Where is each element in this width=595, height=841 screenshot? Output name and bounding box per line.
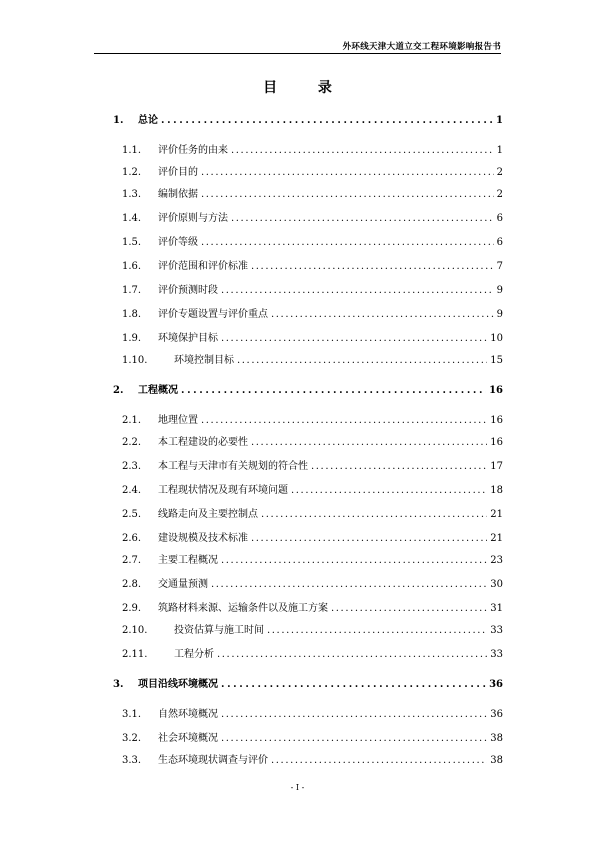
toc-entry-label: 评价范围和评价标准: [158, 261, 248, 272]
toc-leader-dots: [221, 554, 487, 568]
toc-leader-dots: [331, 602, 487, 616]
toc-entry-page: 7: [496, 261, 503, 272]
toc-section-entry[interactable]: [122, 236, 503, 250]
toc-entry-page: 30: [490, 579, 503, 590]
toc-leader-dots: [291, 484, 487, 498]
toc-entry-page: 16: [490, 437, 503, 448]
toc-section-entry[interactable]: [122, 354, 503, 368]
toc-section-entry[interactable]: [122, 578, 503, 592]
toc-entry-page: 1: [496, 115, 503, 126]
toc-entry-label: 本工程建设的必要性: [158, 437, 248, 448]
toc-entry-number: 2.8.: [122, 579, 142, 590]
toc-section-entry[interactable]: [122, 708, 503, 722]
toc-entry-number: 1.4.: [122, 213, 142, 224]
toc-entry-page: 33: [490, 625, 503, 636]
toc-entry-number: 2.7.: [122, 555, 142, 566]
toc-section-entry[interactable]: [122, 188, 503, 202]
toc-entry-page: 36: [490, 709, 503, 720]
toc-entry-label: 评价等级: [158, 237, 198, 248]
toc-section-entry[interactable]: [122, 554, 503, 568]
toc-entry-page: 16: [489, 385, 503, 396]
toc-entry-label: 工程现状情况及现有环境问题: [158, 485, 288, 496]
toc-heading: 目 录: [263, 80, 350, 96]
toc-entry-label: 评价任务的由来: [158, 145, 228, 156]
toc-entry-number: 2.6.: [122, 533, 142, 544]
toc-section-entry[interactable]: [122, 414, 503, 428]
toc-section-entry[interactable]: [122, 332, 503, 346]
toc-entry-label: 编制依据: [158, 189, 198, 200]
toc-entry-label: 投资估算与施工时间: [174, 625, 264, 636]
toc-leader-dots: [217, 648, 487, 662]
toc-entry-number: 1.2.: [122, 167, 142, 178]
toc-section-entry[interactable]: [122, 212, 503, 226]
toc-section-entry[interactable]: [122, 260, 503, 274]
toc-leader-dots: [221, 284, 494, 298]
toc-entry-label: 主要工程概况: [158, 555, 218, 566]
toc-leader-dots: [221, 678, 486, 692]
toc-leader-dots: [211, 578, 487, 592]
toc-section-entry[interactable]: [122, 460, 503, 474]
toc-entry-page: 21: [490, 533, 503, 544]
toc-entry-page: 38: [490, 733, 503, 744]
toc-section-entry[interactable]: [122, 508, 503, 522]
toc-leader-dots: [267, 624, 487, 638]
toc-leader-dots: [221, 708, 487, 722]
toc-entry-page: 23: [490, 555, 503, 566]
toc-entry-label: 交通量预测: [158, 579, 208, 590]
toc-entry-label: 本工程与天津市有关规划的符合性: [158, 461, 308, 472]
toc-section-entry[interactable]: [122, 308, 503, 322]
toc-entry-label: 生态环境现状调查与评价: [158, 755, 268, 766]
toc-entry-label: 工程分析: [174, 649, 214, 660]
toc-entry-label: 工程概况: [138, 385, 178, 396]
toc-leader-dots: [311, 460, 487, 474]
toc-entry-label: 环境控制目标: [174, 355, 234, 366]
toc-entry-number: 3.1.: [122, 709, 142, 720]
toc-entry-page: 10: [490, 333, 503, 344]
toc-entry-number: 2.4.: [122, 485, 142, 496]
toc-entry-page: 9: [496, 309, 503, 320]
toc-entry-label: 评价原则与方法: [158, 213, 228, 224]
toc-section-entry[interactable]: [122, 436, 503, 450]
toc-entry-number: 2.10.: [122, 625, 148, 636]
toc-entry-number: 1.: [113, 115, 124, 126]
toc-section-entry[interactable]: [122, 624, 503, 638]
toc-chapter-entry[interactable]: [113, 678, 503, 692]
toc-section-entry[interactable]: [122, 284, 503, 298]
toc-entry-number: 2.9.: [122, 603, 142, 614]
toc-entry-label: 建设规模及技术标准: [158, 533, 248, 544]
toc-leader-dots: [251, 260, 494, 274]
toc-entry-number: 3.3.: [122, 755, 142, 766]
toc-entry-number: 1.1.: [122, 145, 142, 156]
toc-leader-dots: [161, 114, 493, 128]
toc-entry-number: 3.: [113, 679, 124, 690]
toc-leader-dots: [251, 532, 487, 546]
toc-entry-number: 3.2.: [122, 733, 142, 744]
toc-entry-number: 2.3.: [122, 461, 142, 472]
toc-section-entry[interactable]: [122, 732, 503, 746]
toc-entry-number: 1.6.: [122, 261, 142, 272]
toc-leader-dots: [221, 332, 487, 346]
toc-leader-dots: [271, 754, 487, 768]
toc-entry-label: 总论: [138, 115, 158, 126]
toc-entry-page: 6: [496, 213, 503, 224]
toc-entry-label: 评价目的: [158, 167, 198, 178]
toc-entry-label: 环境保护目标: [158, 333, 218, 344]
toc-entry-number: 1.8.: [122, 309, 142, 320]
header-divider: [94, 53, 501, 54]
toc-leader-dots: [201, 188, 494, 202]
toc-leader-dots: [231, 212, 494, 226]
toc-entry-number: 1.10.: [122, 355, 148, 366]
toc-entry-number: 2.2.: [122, 437, 142, 448]
toc-entry-label: 评价专题设置与评价重点: [158, 309, 268, 320]
toc-section-entry[interactable]: [122, 144, 503, 158]
toc-entry-number: 2.5.: [122, 509, 142, 520]
toc-entry-page: 16: [490, 415, 503, 426]
toc-section-entry[interactable]: [122, 648, 503, 662]
toc-section-entry[interactable]: [122, 602, 503, 616]
toc-entry-page: 9: [496, 285, 503, 296]
toc-entry-page: 36: [489, 679, 503, 690]
toc-leader-dots: [271, 308, 494, 322]
document-header-title: 外环线天津大道立交工程环境影响报告书: [342, 42, 501, 52]
toc-chapter-entry[interactable]: [113, 114, 503, 128]
toc-leader-dots: [181, 384, 486, 398]
toc-entry-page: 15: [490, 355, 503, 366]
toc-leader-dots: [261, 508, 487, 522]
page-number: - I -: [290, 783, 305, 792]
toc-section-entry[interactable]: [122, 532, 503, 546]
toc-entry-page: 2: [496, 189, 503, 200]
toc-entry-page: 6: [496, 237, 503, 248]
toc-entry-label: 自然环境概况: [158, 709, 218, 720]
toc-entry-label: 评价预测时段: [158, 285, 218, 296]
toc-leader-dots: [201, 236, 494, 250]
toc-entry-label: 社会环境概况: [158, 733, 218, 744]
toc-entry-label: 筑路材料来源、运输条件以及施工方案: [158, 603, 328, 614]
toc-section-entry[interactable]: [122, 166, 503, 180]
toc-leader-dots: [221, 732, 487, 746]
toc-entry-number: 2.1.: [122, 415, 142, 426]
toc-leader-dots: [251, 436, 487, 450]
toc-entry-number: 2.11.: [122, 649, 148, 660]
toc-chapter-entry[interactable]: [113, 384, 503, 398]
toc-entry-number: 1.5.: [122, 237, 142, 248]
toc-leader-dots: [237, 354, 487, 368]
toc-entry-page: 31: [490, 603, 503, 614]
toc-entry-number: 2.: [113, 385, 124, 396]
toc-section-entry[interactable]: [122, 484, 503, 498]
toc-entry-label: 线路走向及主要控制点: [158, 509, 258, 520]
toc-entry-page: 17: [490, 461, 503, 472]
toc-entry-number: 1.3.: [122, 189, 142, 200]
toc-entry-page: 33: [490, 649, 503, 660]
toc-leader-dots: [231, 144, 494, 158]
toc-entry-page: 38: [490, 755, 503, 766]
toc-entry-number: 1.7.: [122, 285, 142, 296]
toc-entry-page: 21: [490, 509, 503, 520]
toc-leader-dots: [201, 414, 487, 428]
toc-entry-label: 项目沿线环境概况: [138, 679, 218, 690]
toc-section-entry[interactable]: [122, 754, 503, 768]
toc-entry-page: 1: [496, 145, 503, 156]
toc-entry-label: 地理位置: [158, 415, 198, 426]
toc-entry-page: 2: [496, 167, 503, 178]
toc-leader-dots: [201, 166, 494, 180]
toc-entry-number: 1.9.: [122, 333, 142, 344]
toc-entry-page: 18: [490, 485, 503, 496]
